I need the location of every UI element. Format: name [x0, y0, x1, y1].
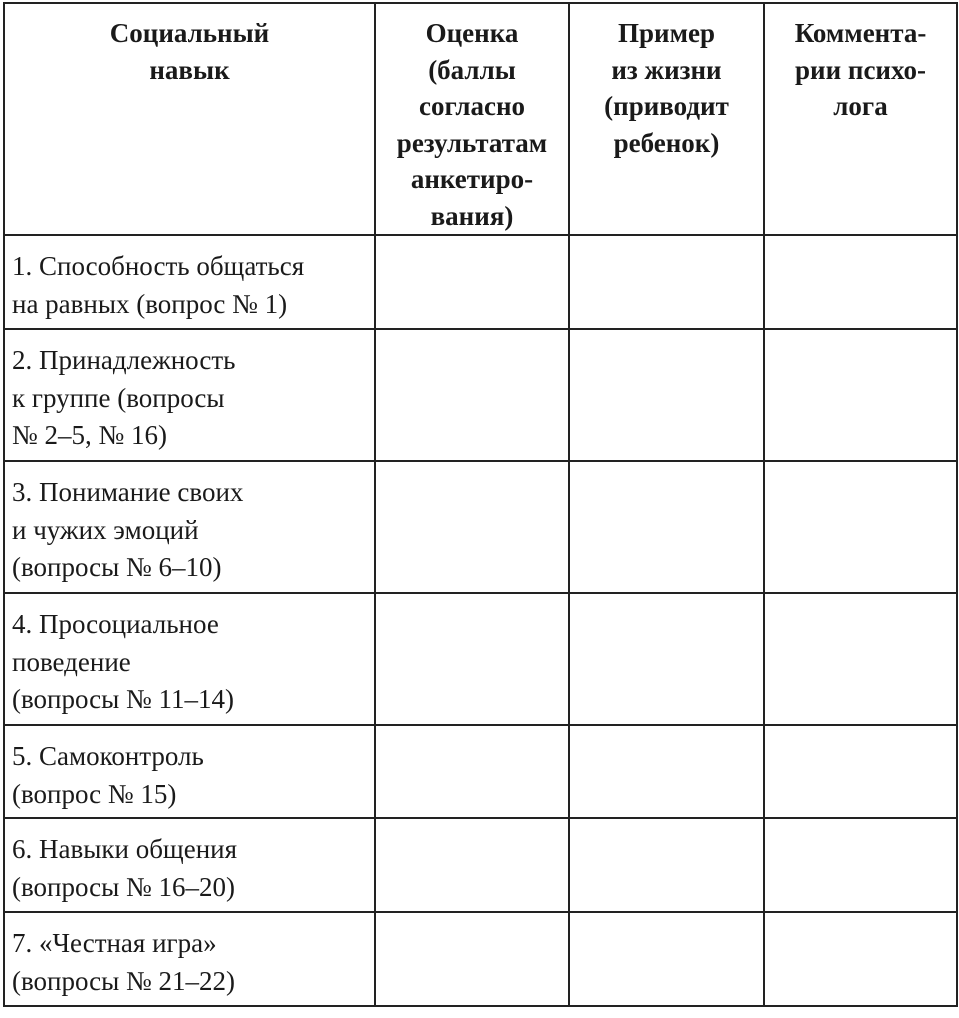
- header-psychologist-comments: Коммента- рии психо- лога: [764, 3, 957, 235]
- table-row: [4, 235, 957, 329]
- comment-cell: [764, 461, 957, 593]
- comment-cell: [764, 912, 957, 1006]
- score-cell: [375, 912, 569, 1006]
- skill-cell: 2. Принадлежность к группе (вопросы № 2–5, № 16): [4, 329, 375, 461]
- example-cell: [569, 818, 764, 912]
- table-row: [4, 461, 957, 593]
- score-cell: [375, 593, 569, 725]
- score-cell: [375, 725, 569, 818]
- score-cell: [375, 818, 569, 912]
- header-score: Оценка (баллы согласно результатам анкетиро- вания): [375, 3, 569, 235]
- header-row: [4, 3, 957, 235]
- header-life-example: Пример из жизни (приводит ребенок): [569, 3, 764, 235]
- comment-cell: [764, 235, 957, 329]
- table-row: [4, 818, 957, 912]
- table-row: [4, 912, 957, 1006]
- skill-cell: 5. Самоконтроль (вопрос № 15): [4, 725, 375, 818]
- skill-cell: 4. Просоциальное поведение (вопросы № 11–14): [4, 593, 375, 725]
- skill-cell: 1. Способность общаться на равных (вопрос № 1): [4, 235, 375, 329]
- skill-cell: 6. Навыки общения (вопросы № 16–20): [4, 818, 375, 912]
- example-cell: [569, 912, 764, 1006]
- score-cell: [375, 461, 569, 593]
- table-row: [4, 593, 957, 725]
- skill-cell: 3. Понимание своих и чужих эмоций (вопросы № 6–10): [4, 461, 375, 593]
- score-cell: [375, 329, 569, 461]
- table-row: [4, 725, 957, 818]
- example-cell: [569, 235, 764, 329]
- example-cell: [569, 725, 764, 818]
- comment-cell: [764, 818, 957, 912]
- example-cell: [569, 593, 764, 725]
- score-cell: [375, 235, 569, 329]
- header-social-skill: Социальный навык: [4, 3, 375, 235]
- comment-cell: [764, 725, 957, 818]
- social-skills-table: [3, 2, 958, 1007]
- comment-cell: [764, 593, 957, 725]
- skill-cell: 7. «Честная игра» (вопросы № 21–22): [4, 912, 375, 1006]
- example-cell: [569, 329, 764, 461]
- example-cell: [569, 461, 764, 593]
- table-row: [4, 329, 957, 461]
- comment-cell: [764, 329, 957, 461]
